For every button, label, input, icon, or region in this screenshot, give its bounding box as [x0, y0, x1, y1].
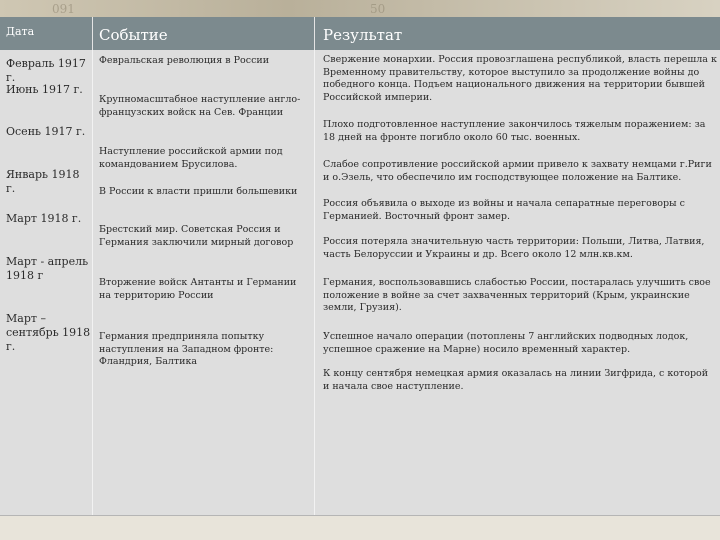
event-column	[92, 50, 315, 515]
result-cell: Успешное начало операции (потоплены 7 английских подводных лодок, успешное сражение на Марне) носило временный характер.	[323, 331, 689, 355]
date-cell: Январь 1918 г.	[6, 168, 80, 195]
date-cell: Февраль 1917 г.	[6, 57, 86, 84]
table-body	[0, 50, 720, 516]
date-cell: Март – сентябрь 1918 г.	[6, 312, 91, 353]
result-cell: Германия, воспользовавшись слабостью России, постаралась улучшить свое положение в войне за счет захваченных территорий (Крым, украинские земли, Грузия).	[323, 277, 711, 313]
date-cell: Осень 1917 г.	[6, 125, 86, 138]
header-result: Результат	[314, 17, 720, 50]
result-cell: Россия потеряла значительную часть территории: Польши, Литва, Латвия, часть Белоруссии и Украины и др. Всего около 12 млн.кв.км.	[323, 236, 705, 260]
result-cell: Россия объявила о выходе из войны и начала сепаратные переговоры с Германией. Восточный фронт замер.	[323, 198, 685, 222]
event-cell: Брестский мир. Советская Россия и Германия заключили мирный договор	[99, 224, 294, 248]
event-cell: Вторжение войск Антанты и Германии на территорию России	[99, 277, 297, 301]
result-column	[314, 50, 720, 515]
result-cell: К концу сентября немецкая армия оказалась на линии Зигфрида, с которой и начала свое наступление.	[323, 368, 709, 392]
result-cell: Свержение монархии. Россия провозглашена республикой, власть перешла к Временному правительству, которое выступило за продолжение войны до победного конца. Подъем национального движения на территории бывшей Российской империи.	[323, 54, 717, 103]
background-number: 50	[370, 2, 386, 16]
background-number: 091	[52, 2, 75, 16]
date-cell: Март - апрель 1918 г	[6, 255, 89, 282]
event-cell: Февральская революция в России	[99, 55, 270, 66]
event-cell: Наступление российской армии под командованием Брусилова.	[99, 146, 283, 170]
event-cell: В России к власти пришли большевики	[99, 186, 298, 197]
date-column	[0, 50, 92, 515]
table-header	[0, 17, 720, 50]
event-cell: Крупномасштабное наступление англо-французских войск на Сев. Франции	[99, 94, 301, 118]
event-cell: Германия предприняла попытку наступления на Западном фронте: Фландрия, Балтика	[99, 331, 274, 367]
header-event: Событие	[92, 17, 314, 50]
result-cell: Плохо подготовленное наступление закончилось тяжелым поражением: за 18 дней на фронте погибло около 60 тыс. военных.	[323, 119, 706, 143]
date-cell: Март 1918 г.	[6, 212, 82, 225]
result-cell: Слабое сопротивление российской армии привело к захвату немцами г.Риги и о.Эзель, что обеспечило им господствующее положение на Балтике.	[323, 159, 712, 183]
date-cell: Июнь 1917 г.	[6, 83, 83, 96]
header-date: Дата	[6, 25, 35, 38]
